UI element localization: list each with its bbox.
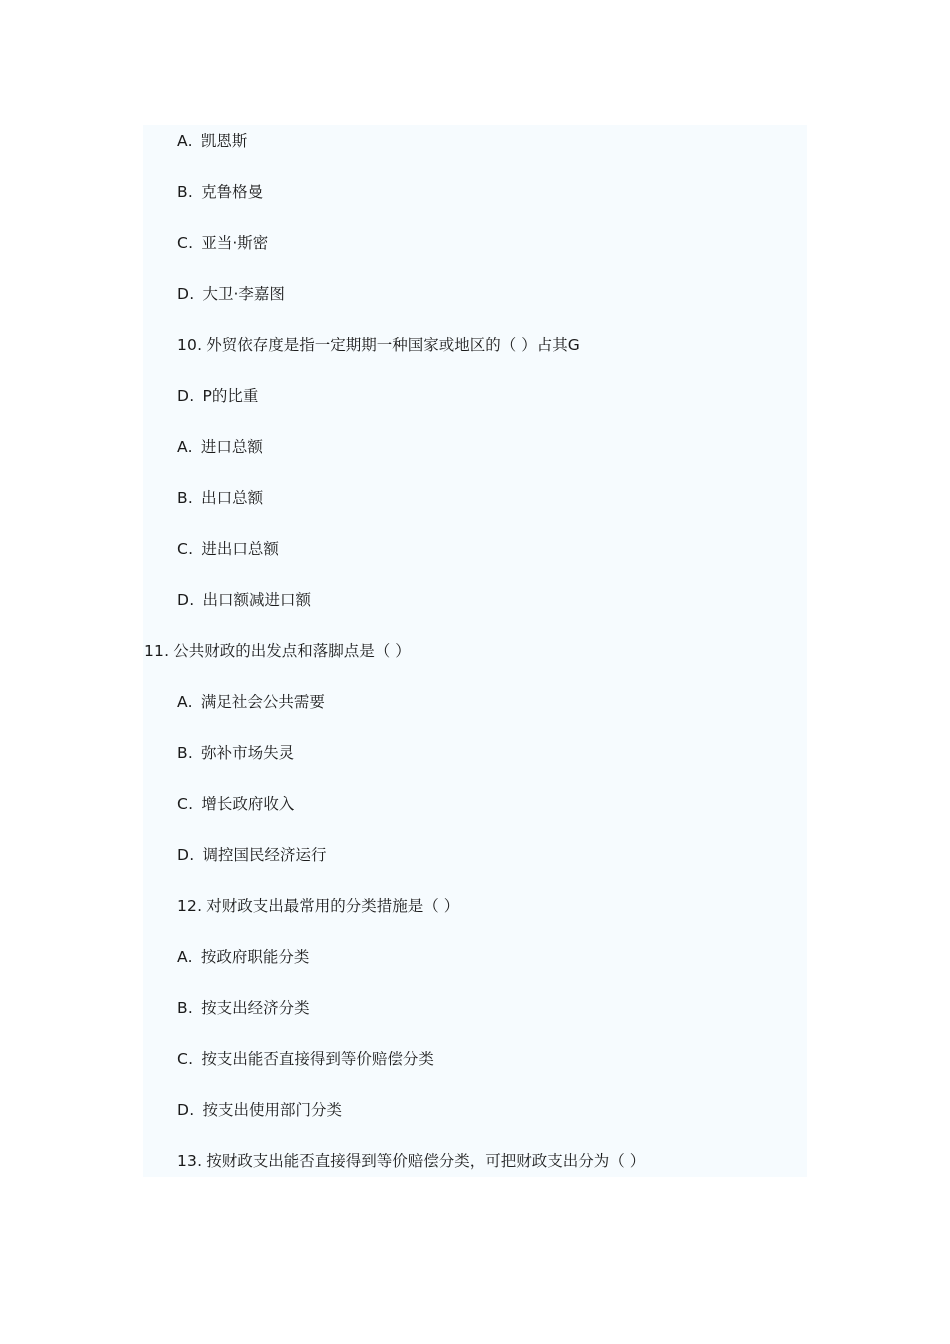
option-d	[143, 384, 258, 408]
option-text: 进口总额	[200, 438, 263, 456]
document-panel	[143, 125, 807, 1177]
option-label: D.	[177, 591, 195, 609]
question-text: 按财政支出能否直接得到等价赔偿分类，可把财政支出分为（ ）	[206, 1152, 646, 1170]
question-text: 对财政支出最常用的分类措施是（ ）	[206, 897, 460, 915]
option-a	[143, 690, 325, 714]
question-number: 10.	[177, 336, 203, 354]
option-label: A.	[177, 948, 193, 966]
option-label: A.	[177, 132, 193, 150]
option-label: B.	[177, 183, 194, 201]
option-c	[143, 792, 294, 816]
option-c	[143, 537, 279, 561]
option-b	[143, 741, 294, 765]
question-text: 公共财政的出发点和落脚点是（ ）	[173, 642, 411, 660]
option-label: D.	[177, 1101, 195, 1119]
option-text: 增长政府收入	[201, 795, 295, 813]
option-label: C.	[177, 234, 194, 252]
option-label: C.	[177, 1050, 194, 1068]
option-text: 满足社会公共需要	[200, 693, 325, 711]
question-11	[143, 639, 411, 663]
option-d	[143, 1098, 342, 1122]
question-12	[143, 894, 459, 918]
option-d	[143, 843, 326, 867]
option-text: 亚当·斯密	[201, 234, 269, 252]
question-13	[143, 1149, 645, 1173]
option-label: A.	[177, 438, 193, 456]
option-d	[143, 282, 285, 306]
option-label: D.	[177, 387, 195, 405]
option-text: 按政府职能分类	[200, 948, 310, 966]
option-text: 按支出经济分类	[201, 999, 310, 1017]
option-label: D.	[177, 846, 195, 864]
question-number: 13.	[177, 1152, 203, 1170]
option-text: 凯恩斯	[200, 132, 248, 150]
question-number: 11.	[144, 642, 170, 660]
option-label: B.	[177, 744, 194, 762]
option-label: B.	[177, 999, 194, 1017]
option-c	[143, 231, 268, 255]
option-text: 克鲁格曼	[201, 183, 264, 201]
option-d	[143, 588, 311, 612]
option-text: 弥补市场失灵	[201, 744, 295, 762]
option-label: C.	[177, 540, 194, 558]
option-text: 调控国民经济运行	[202, 846, 327, 864]
option-b	[143, 996, 310, 1020]
option-text: 出口总额	[201, 489, 264, 507]
option-c	[143, 1047, 434, 1071]
option-text: 按支出使用部门分类	[202, 1101, 342, 1119]
option-text: 进出口总额	[201, 540, 279, 558]
option-text: 大卫·李嘉图	[202, 285, 285, 303]
option-text: 按支出能否直接得到等价赔偿分类	[201, 1050, 434, 1068]
option-label: B.	[177, 489, 194, 507]
option-text: P的比重	[202, 387, 259, 405]
option-label: C.	[177, 795, 194, 813]
question-text: 外贸依存度是指一定期期一种国家或地区的（ ）占其G	[206, 336, 580, 354]
option-text: 出口额减进口额	[202, 591, 311, 609]
option-label: D.	[177, 285, 195, 303]
option-a	[143, 129, 247, 153]
option-a	[143, 435, 263, 459]
question-number: 12.	[177, 897, 203, 915]
option-a	[143, 945, 309, 969]
option-label: A.	[177, 693, 193, 711]
option-b	[143, 486, 263, 510]
question-10	[143, 333, 580, 357]
option-b	[143, 180, 263, 204]
